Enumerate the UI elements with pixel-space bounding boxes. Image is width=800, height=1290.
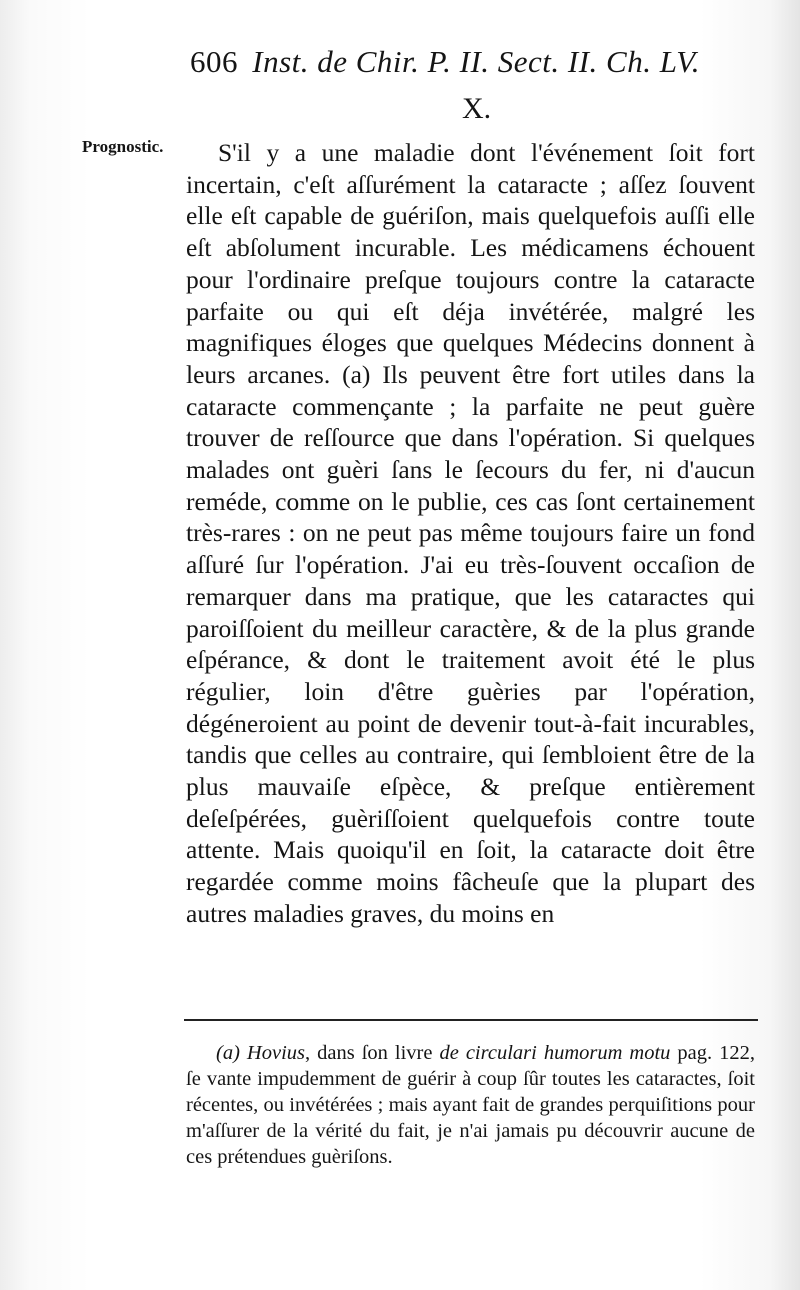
footnote <box>186 1040 755 1170</box>
margin-note: Prognostic. <box>82 137 164 156</box>
page-number: 606 <box>190 44 238 79</box>
footnote-pre-work: , dans ſon livre <box>305 1042 433 1064</box>
footnote-marker: (a) <box>216 1042 240 1064</box>
running-title: Inst. de Chir. P. II. Sect. II. Ch. LV. <box>252 44 700 79</box>
running-header <box>190 44 750 80</box>
footnote-rule <box>184 1019 758 1021</box>
footnote-author: Hovius <box>246 1042 305 1064</box>
footnote-work-title: de circulari humorum motu <box>439 1042 671 1064</box>
section-number: X. <box>462 92 492 125</box>
body-paragraph: S'il y a une maladie dont l'événement ſoit fort incertain, c'eſt aſſurément la cataracte ; aſſez ſouvent elle eſt capable de guériſon, mais quelquefois auſſi elle eſt abſolument incurable. Les médicamens échouent pour l'ordinaire preſque toujours contre la cataracte parfaite ou qui eſt déja invétérée, malgré les magnifiques éloges que quelques Médecins donnent à leurs arcanes. (a) Ils peuvent être fort utiles dans la cataracte commençante ; la parfaite ne peut guère trouver de reſſource que dans l'opération. Si quelques malades ont guèri ſans le ſecours du fer, ni d'aucun reméde, comme on le publie, ces cas ſont certainement très-rares : on ne peut pas même toujours faire un fond aſſuré ſur l'opération. J'ai eu très-ſouvent occaſion de remarquer dans ma pratique, que les cataractes qui paroiſſoient du meilleur caractère, & de la plus grande eſpérance, & dont le traitement avoit été le plus régulier, loin d'être guèries par l'opération, dégéneroient au point de devenir tout-à-fait incurables, tandis que celles au contraire, qui ſembloient être de la plus mauvaiſe eſpèce, & preſque entièrement deſeſpérées, guèriſſoient quelquefois contre toute attente. Mais quoiqu'il en ſoit, la cataracte doit être regardée comme moins fâcheuſe que la plupart des autres maladies graves, du moins en <box>186 138 755 928</box>
footnote-text: pag. 122, ſe vante impudemment de guérir à coup ſûr toutes les cataractes, ſoit récentes, ou invétérées ; mais ayant fait de grandes perquiſitions pour m'aſſurer de la vérité du fait, je n'ai jamais pu découvrir aucune de ces prétendues guèriſons. <box>186 1042 756 1168</box>
